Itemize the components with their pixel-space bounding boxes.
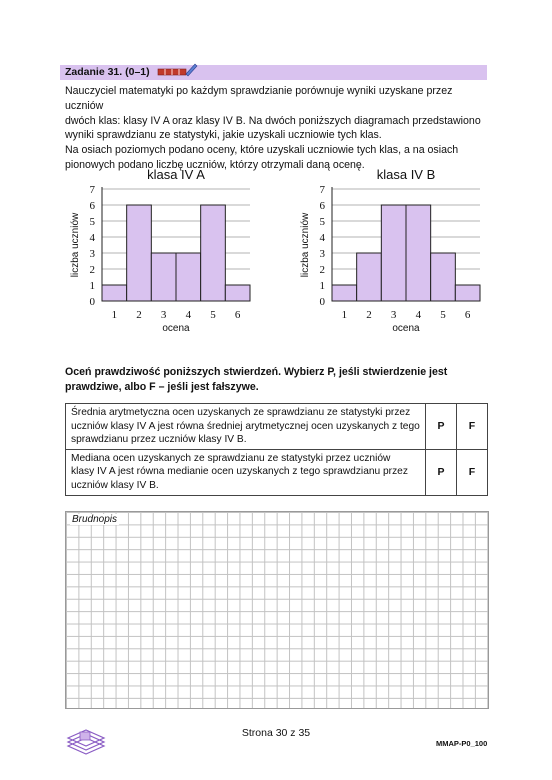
y-tick-label: 3 — [89, 248, 95, 260]
y-tick-label: 5 — [89, 216, 95, 228]
bar — [201, 205, 226, 301]
y-tick-label: 0 — [319, 296, 325, 308]
x-tick-label: 3 — [160, 309, 167, 321]
statement-row — [66, 449, 488, 495]
bar — [225, 285, 250, 301]
bar — [431, 253, 456, 301]
statement-line: Średnia arytmetyczna ocen uzyskanych ze sprawdzianu ze statystyki przez — [71, 407, 411, 418]
statement-line: klasy IV A jest równa medianie ocen uzyskanych z tego sprawdzianu przez — [71, 466, 408, 478]
x-tick-label: 5 — [210, 309, 216, 321]
statement-text — [66, 404, 426, 450]
y-tick-label: 3 — [319, 248, 325, 260]
x-tick-label: 3 — [390, 309, 397, 321]
document-code: MMAP-P0_100 — [436, 739, 488, 748]
bar — [332, 285, 357, 301]
y-tick-label: 4 — [89, 232, 95, 244]
x-tick-label: 6 — [464, 309, 471, 321]
bar — [406, 205, 431, 301]
y-tick-label: 6 — [319, 200, 325, 212]
statement-line: Mediana ocen uzyskanych ze sprawdzianu ze statystyki przez uczniów — [71, 452, 391, 464]
x-tick-label: 5 — [440, 309, 446, 321]
y-tick-label: 5 — [319, 216, 325, 228]
intro-line: Nauczyciel matematyki po każdym sprawdzianie porównuje wyniki uzyskane przez uczniów — [65, 85, 453, 112]
statement-line: sprawdzianu przez uczniów klasy IV B. — [71, 434, 247, 446]
instruction-line: prawdziwe, albo F – jeśli jest fałszywe. — [65, 380, 259, 393]
histogram-class-ivb — [295, 163, 490, 338]
intro-line: dwóch klas: klasy IV A oraz klasy IV B. Na dwóch poniższych diagramach przedstawiono — [65, 114, 481, 127]
y-tick-label: 2 — [319, 264, 325, 276]
bar — [127, 205, 152, 301]
statement-line: uczniów klasy IV B. — [71, 479, 159, 491]
chart-title: klasa IV B — [376, 167, 436, 182]
task-title: Zadanie 31. (0–1) — [65, 66, 150, 78]
statement-line: uczniów klasy IV A jest równa średniej arytmetycznej ocen uzyskanych z tego — [71, 420, 420, 432]
x-tick-label: 4 — [185, 309, 192, 321]
y-tick-label: 0 — [89, 296, 95, 308]
x-tick-label: 1 — [341, 309, 348, 321]
y-axis-label: liczba uczniów — [70, 212, 81, 278]
scratchpad-grid[interactable] — [65, 511, 489, 709]
intro-line: pionowych podano liczbę uczniów, którzy otrzymali daną ocenę. — [65, 158, 365, 171]
y-tick-label: 7 — [89, 184, 95, 196]
option-false-button[interactable]: F — [457, 404, 488, 450]
bar — [357, 253, 382, 301]
chart-title: klasa IV A — [147, 167, 205, 182]
y-tick-label: 4 — [319, 232, 325, 244]
page-number: Strona 30 z 35 — [241, 727, 311, 739]
y-tick-label: 1 — [89, 280, 95, 292]
histogram-class-iva — [65, 163, 260, 338]
x-tick-label: 2 — [366, 309, 372, 321]
bar — [151, 253, 176, 301]
y-tick-label: 6 — [89, 200, 95, 212]
bar — [102, 285, 127, 301]
statement-text — [66, 449, 426, 495]
y-tick-label: 2 — [89, 264, 95, 276]
bar — [176, 253, 201, 301]
option-true-button[interactable]: P — [426, 404, 457, 450]
true-false-table — [65, 403, 488, 496]
y-axis-label: liczba uczniów — [300, 212, 311, 278]
bar — [455, 285, 480, 301]
x-tick-label: 4 — [415, 309, 422, 321]
y-tick-label: 1 — [319, 280, 325, 292]
option-false-button[interactable]: F — [457, 449, 488, 495]
statement-row — [66, 404, 488, 450]
x-tick-label: 2 — [136, 309, 142, 321]
intro-line: wyniki sprawdzianu ze statystyki, jakie uzyskali uczniowie tych klas. — [65, 129, 382, 142]
x-axis-label: ocena — [392, 323, 420, 334]
task-intro — [65, 84, 490, 173]
x-tick-label: 1 — [111, 309, 118, 321]
x-tick-label: 6 — [234, 309, 241, 321]
scratchpad-label: Brudnopis — [72, 514, 118, 525]
bar — [381, 205, 406, 301]
instruction — [65, 365, 485, 394]
x-axis-label: ocena — [162, 323, 190, 334]
option-true-button[interactable]: P — [426, 449, 457, 495]
pencil-icon — [157, 62, 199, 80]
intro-line: Na osiach poziomych podano oceny, które uzyskali uczniowie tych klas, a na osiach — [65, 144, 459, 157]
instruction-line: Oceń prawdziwość poniższych stwierdzeń. Wybierz P, jeśli stwierdzenie jest — [65, 366, 448, 378]
y-tick-label: 7 — [319, 184, 325, 196]
